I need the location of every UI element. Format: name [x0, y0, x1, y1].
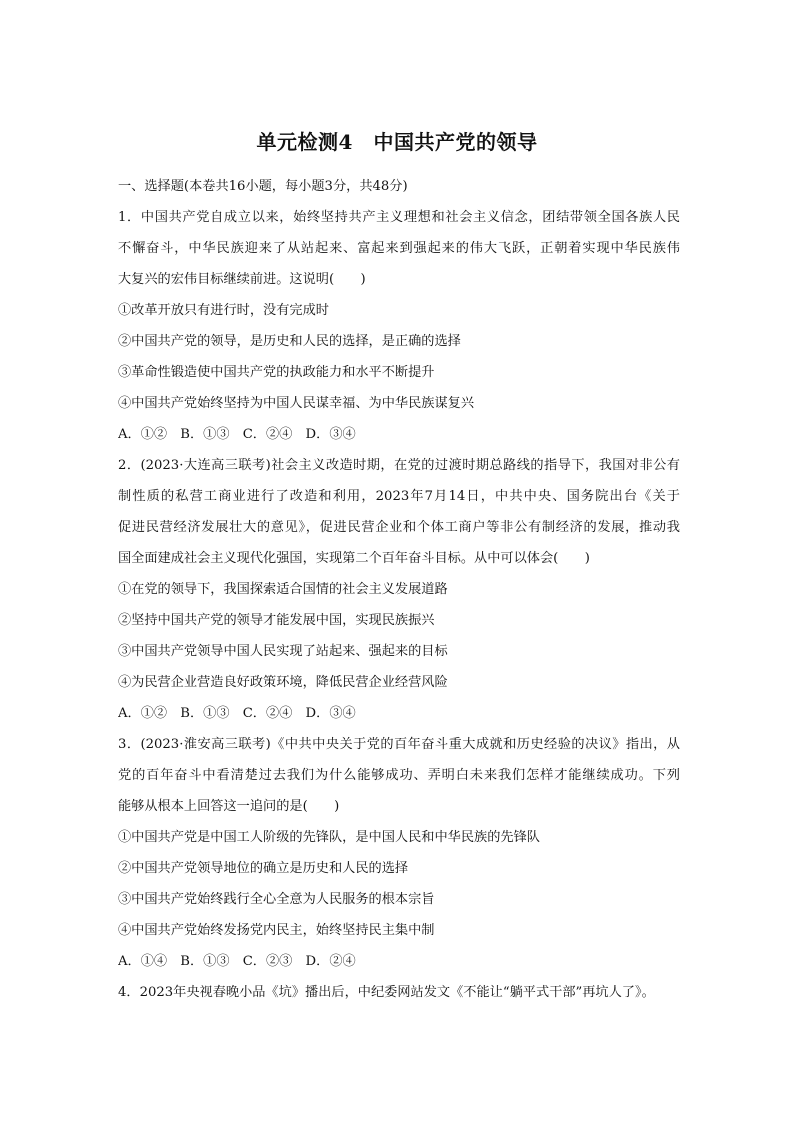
question-3-item-4: ④中国共产党始终发扬党内民主，始终坚持民主集中制	[118, 923, 435, 938]
question-2-options: A．①② B．①③ C．②④ D．③④	[118, 706, 356, 721]
page-title: 单元检测4 中国共产党的领导	[256, 130, 538, 154]
question-2-stem-line-4: 国全面建成社会主义现代化强国，实现第二个百年奋斗目标。从中可以体会( )	[118, 551, 590, 566]
question-1-item-2: ②中国共产党的领导，是历史和人民的选择，是正确的选择	[118, 334, 461, 349]
question-2-stem-line-3: 促进民营经济发展壮大的意见》，促进民营企业和个体工商户等非公有制经济的发展，推动我	[118, 520, 680, 535]
question-1-stem-line-2: 不懈奋斗，中华民族迎来了从站起来、富起来到强起来的伟大飞跃，正朝着实现中华民族伟	[118, 241, 680, 256]
question-1-item-1: ①改革开放只有进行时，没有完成时	[118, 303, 329, 318]
question-4-stem-line-1: 4．2023年央视春晚小品《坑》播出后，中纪委网站发文《不能让“躺平式干部”再坑人了》。	[118, 985, 655, 1000]
question-3-item-3: ③中国共产党始终践行全心全意为人民服务的根本宗旨	[118, 892, 435, 907]
question-3-options: A．①④ B．①③ C．②③ D．②④	[118, 954, 356, 969]
question-3-stem-line-2: 党的百年奋斗中看清楚过去我们为什么能够成功、弄明白未来我们怎样才能继续成功。下列	[118, 768, 680, 783]
question-3-item-1: ①中国共产党是中国工人阶级的先锋队，是中国人民和中华民族的先锋队	[118, 830, 540, 845]
question-1-stem-line-3: 大复兴的宏伟目标继续前进。这说明( )	[118, 272, 366, 287]
question-3-stem-line-3: 能够从根本上回答这一追问的是( )	[118, 799, 340, 814]
section-header: 一、选择题(本卷共16小题，每小题3分，共48分)	[118, 179, 408, 194]
question-2-stem-line-1: 2．(2023·大连高三联考)社会主义改造时期，在党的过渡时期总路线的指导下，我国对非公有	[118, 458, 680, 473]
question-1-item-4: ④中国共产党始终坚持为中国人民谋幸福、为中华民族谋复兴	[118, 396, 475, 411]
question-2-item-1: ①在党的领导下，我国探索适合国情的社会主义发展道路	[118, 582, 448, 597]
question-1-stem-line-1: 1．中国共产党自成立以来，始终坚持共产主义理想和社会主义信念，团结带领全国各族人民	[118, 210, 680, 225]
question-2-item-4: ④为民营企业营造良好政策环境，降低民营企业经营风险	[118, 675, 448, 690]
question-2-item-2: ②坚持中国共产党的领导才能发展中国，实现民族振兴	[118, 613, 435, 628]
question-1-item-3: ③革命性锻造使中国共产党的执政能力和水平不断提升	[118, 365, 435, 380]
question-2-stem-line-2: 制性质的私营工商业进行了改造和利用，2023年7月14日，中共中央、国务院出台《关于	[118, 489, 680, 504]
question-3-stem-line-1: 3．(2023·淮安高三联考)《中共中央关于党的百年奋斗重大成就和历史经验的决议》指出，从	[118, 737, 680, 752]
question-2-item-3: ③中国共产党领导中国人民实现了站起来、强起来的目标	[118, 644, 448, 659]
question-1-options: A．①② B．①③ C．②④ D．③④	[118, 427, 356, 442]
question-3-item-2: ②中国共产党领导地位的确立是历史和人民的选择	[118, 861, 409, 876]
